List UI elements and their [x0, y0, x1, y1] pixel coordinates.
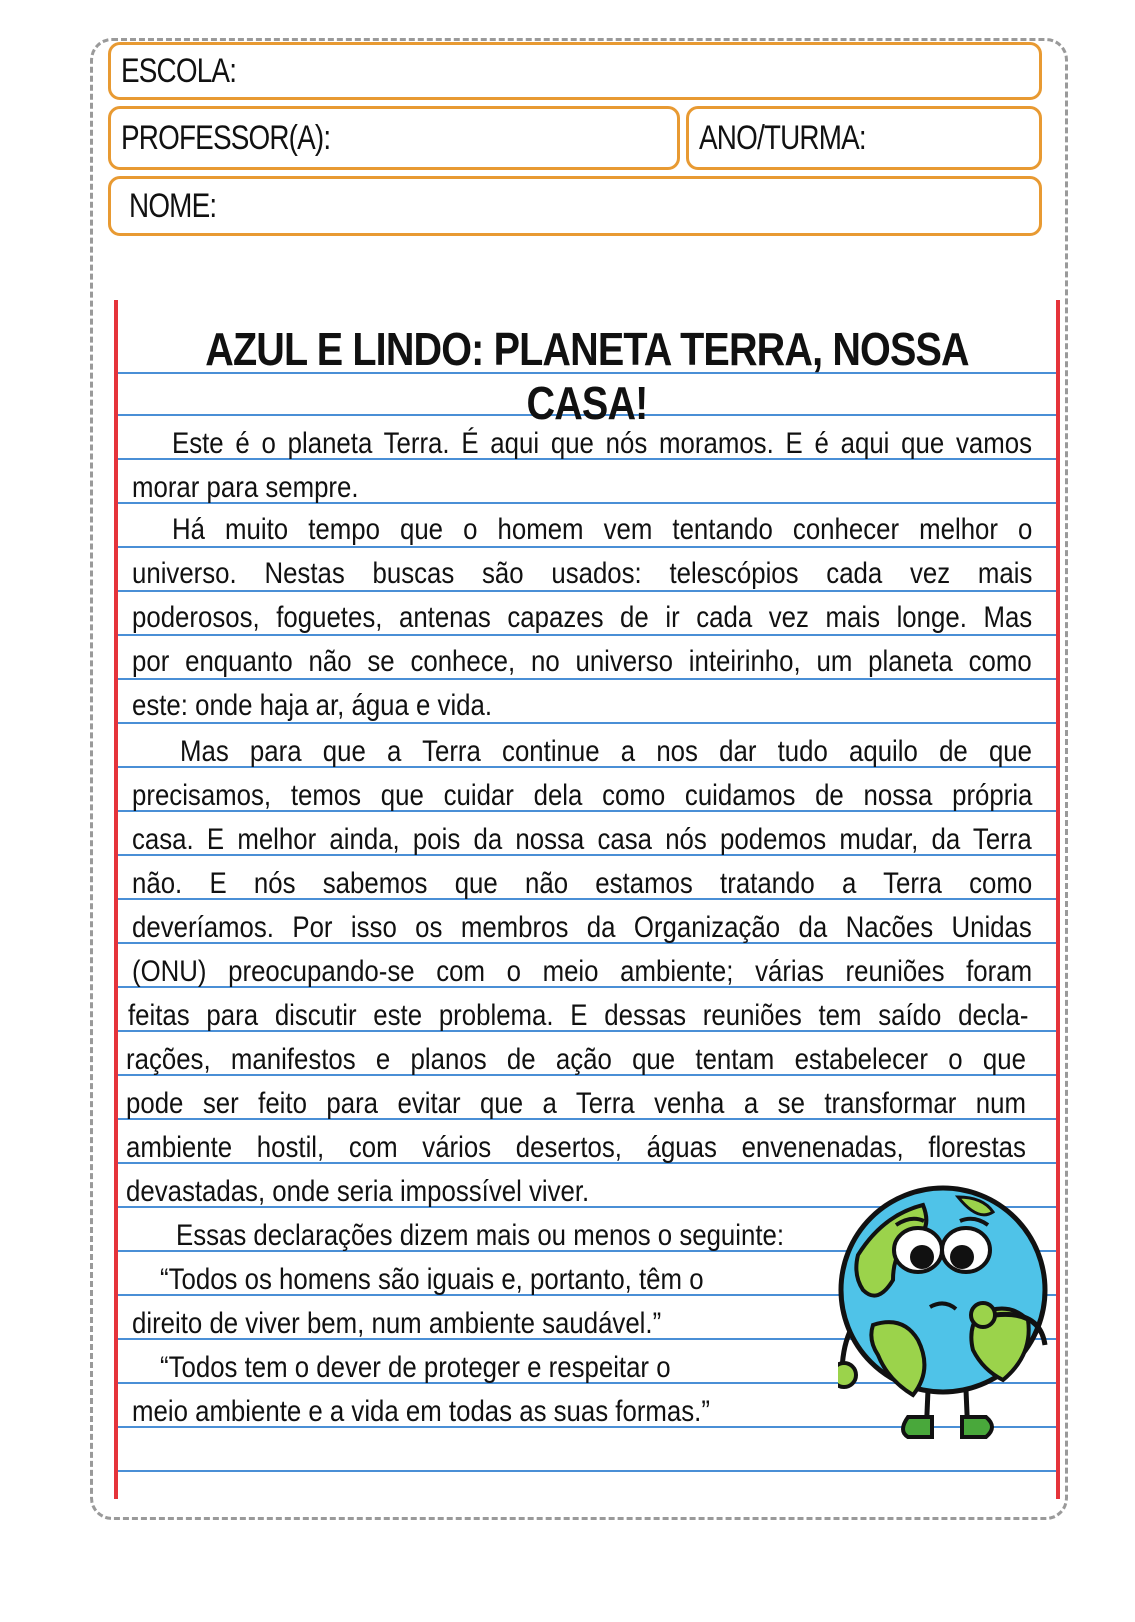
text-line: Este é o planeta Terra. É aqui que nós moramos. E é aqui que vamos	[172, 427, 1032, 460]
text-line: universo. Nestas buscas são usados: telescópios cada vez mais	[132, 557, 1033, 590]
left-hand-icon	[838, 1363, 856, 1387]
ano-turma-field[interactable]	[686, 106, 1042, 170]
text-line: por enquanto não se conhece, no universo inteirinho, um planeta como	[132, 645, 1032, 678]
text-line: morar para sempre.	[132, 471, 359, 504]
text-line: não. E nós sabemos que não estamos tratando a Terra como	[132, 867, 1033, 900]
text-line: poderosos, foguetes, antenas capazes de ir cada vez mais longe. Mas	[132, 601, 1033, 634]
text-line: direito de viver bem, num ambiente saudável.”	[132, 1307, 662, 1340]
text-line: Mas para que a Terra continue a nos dar tudo aquilo de que	[180, 735, 1033, 768]
nome-field[interactable]	[108, 176, 1042, 236]
nome-label: NOME:	[129, 186, 217, 225]
text-line: feitas para discutir este problema. E dessas reuniões tem saído decla-	[128, 999, 1029, 1032]
sad-earth-mascot-icon	[838, 1175, 1048, 1465]
text-line: Essas declarações dizem mais ou menos o seguinte:	[176, 1219, 785, 1252]
text-line: pode ser feito para evitar que a Terra venha a se transformar num	[126, 1087, 1026, 1120]
escola-field[interactable]	[108, 42, 1042, 100]
text-line: rações, manifestos e planos de ação que tentam estabelecer o que	[126, 1043, 1026, 1076]
text-line: “Todos os homens são iguais e, portanto, têm o	[160, 1263, 704, 1296]
right-hand-icon	[971, 1303, 995, 1327]
text-line: Há muito tempo que o homem vem tentando conhecer melhor o	[172, 513, 1033, 546]
text-line: “Todos tem o dever de proteger e respeitar o	[160, 1351, 671, 1384]
right-boot-icon	[962, 1417, 992, 1437]
left-boot-icon	[903, 1417, 932, 1437]
text-line: ambiente hostil, com vários desertos, águas envenenadas, florestas	[126, 1131, 1026, 1164]
ruled-line	[118, 1470, 1056, 1472]
text-line: este: onde haja ar, água e vida.	[132, 689, 493, 722]
ano-turma-label: ANO/TURMA:	[699, 118, 866, 157]
text-line: (ONU) preocupando-se com o meio ambiente; várias reuniões foram	[132, 955, 1033, 988]
text-line: precisamos, temos que cuidar dela como cuidamos de nossa própria	[132, 779, 1033, 812]
page-title: AZUL E LINDO: PLANETA TERRA, NOSSA CASA!	[205, 323, 969, 429]
professor-label: PROFESSOR(A):	[121, 118, 331, 157]
escola-label: ESCOLA:	[121, 51, 237, 90]
text-line: deveríamos. Por isso os membros da Organização da Nacões Unidas	[132, 911, 1032, 944]
text-line: meio ambiente e a vida em todas as suas formas.”	[132, 1395, 710, 1428]
professor-field[interactable]	[108, 106, 680, 170]
text-line: casa. E melhor ainda, pois da nossa casa nós podemos mudar, da Terra	[132, 823, 1032, 856]
text-line: devastadas, onde seria impossível viver.	[126, 1175, 590, 1208]
